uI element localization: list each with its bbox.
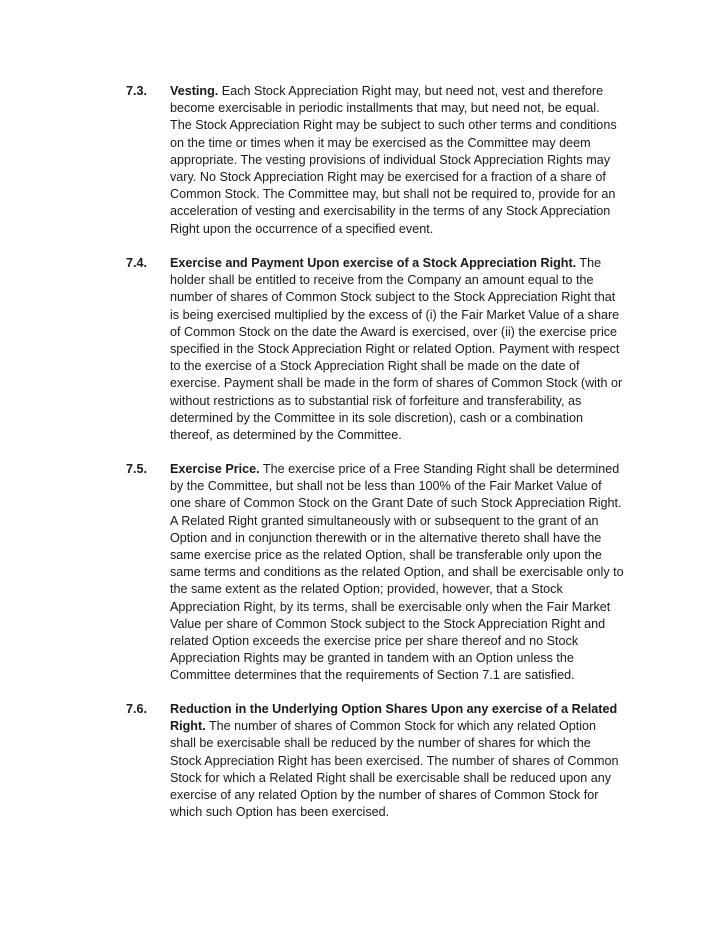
text-line: vary. No Stock Appreciation Right may be exercised for a fraction of a share of [170, 170, 606, 185]
text-line: number of shares of Common Stock subject to the Stock Appreciation Right that [170, 290, 616, 305]
text-line: appropriate. The vesting provisions of individual Stock Appreciation Rights may [170, 152, 611, 167]
text-line: same terms and conditions as the related Option, and shall be exercisable only to [170, 565, 624, 580]
section-body [170, 461, 640, 685]
text-line: Option and in conjunction therewith or in the alternative thereto shall have the [170, 530, 602, 545]
text-line: Stock for which a Related Right shall be exercisable shall be reduced upon any [170, 770, 612, 785]
text-line: on the time or times when it may be exercised as the Committee may deem [170, 135, 591, 150]
text-line: Exercise Price. The exercise price of a Free Standing Right shall be determined [170, 462, 620, 476]
text-line: which such Option has been exercised. [170, 805, 390, 820]
text-line: related Option exceeds the exercise price per share thereof and no Stock [170, 634, 579, 649]
text-line: same exercise price as the related Option, shall be transferable only upon the [170, 548, 602, 563]
section-number: 7.5. [126, 462, 148, 476]
text-line: to the exercise of a Stock Appreciation Right shall be made on the date of [170, 359, 580, 374]
text-line: is being exercised multiplied by the excess of (i) the Fair Market Value of a share [170, 307, 620, 322]
text-line: determined by the Committee in its sole discretion), cash or a combination [170, 410, 583, 425]
section-number: 7.4. [126, 256, 148, 270]
text-line: Exercise and Payment Upon exercise of a Stock Appreciation Right. The [170, 256, 602, 270]
text-line: A Related Right granted simultaneously with or subsequent to the grant of an [170, 513, 599, 528]
text-line: Stock Appreciation Right has been exercised. The number of shares of Common [170, 753, 619, 768]
text-line: The Stock Appreciation Right may be subject to such other terms and conditions [170, 118, 617, 133]
text-line: holder shall be entitled to receive from the Company an amount equal to the [170, 273, 594, 288]
text-line: Right upon the occurrence of a specified event. [170, 221, 434, 236]
text-line: become exercisable in periodic installments that may, but need not, be equal. [170, 101, 600, 116]
section-number: 7.3. [126, 84, 148, 98]
text-line: Committee determines that the requirements of Section 7.1 are satisfied. [170, 668, 575, 683]
section-body [170, 701, 640, 821]
section-body [170, 83, 640, 238]
text-line: without restrictions as to substantial risk of forfeiture and transferability, as [170, 393, 582, 408]
text-line: Appreciation Rights may be granted in tandem with an Option unless the [170, 651, 574, 666]
text-line: by the Committee, but shall not be less than 100% of the Fair Market Value of [170, 479, 602, 494]
text-line: Value per share of Common Stock subject to the Stock Appreciation Right and [170, 616, 606, 631]
text-line: acceleration of vesting and exercisability in the terms of any Stock Appreciation [170, 204, 611, 219]
section-number: 7.6. [126, 702, 148, 716]
section-heading: Vesting. [170, 84, 219, 98]
text-line: thereof, as determined by the Committee. [170, 428, 402, 443]
text-line: Common Stock. The Committee may, but shall not be required to, provide for an [170, 187, 616, 202]
section-heading: Reduction in the Underlying Option Shares Upon any exercise of a Related [170, 702, 618, 716]
section-body [170, 255, 640, 444]
text-line: the same extent as the related Option; provided, however, that a Stock [170, 582, 563, 597]
section-heading-cont: Right. [170, 719, 206, 734]
text-line: exercise of any related Option by the number of shares of Common Stock for [170, 788, 599, 803]
text-line: Appreciation Right, by its terms, shall be exercisable only when the Fair Market [170, 599, 611, 614]
text-line: specified in the Stock Appreciation Right or related Option. Payment with respect [170, 342, 620, 357]
section-heading: Exercise Price. [170, 462, 260, 476]
text-line: one share of Common Stock on the Grant Date of such Stock Appreciation Right. [170, 496, 622, 511]
text-line: shall be exercisable shall be reduced by the number of shares for which the [170, 736, 591, 751]
text-line: Vesting. Each Stock Appreciation Right may, but need not, vest and therefore [170, 84, 604, 98]
section-heading: Exercise and Payment Upon exercise of a Stock Appreciation Right. [170, 256, 577, 270]
text-line: Right. The number of shares of Common Stock for which any related Option [170, 719, 597, 734]
text-line: exercise. Payment shall be made in the form of shares of Common Stock (with or [170, 376, 623, 391]
text-line: of Common Stock on the date the Award is exercised, over (ii) the exercise price [170, 324, 618, 339]
